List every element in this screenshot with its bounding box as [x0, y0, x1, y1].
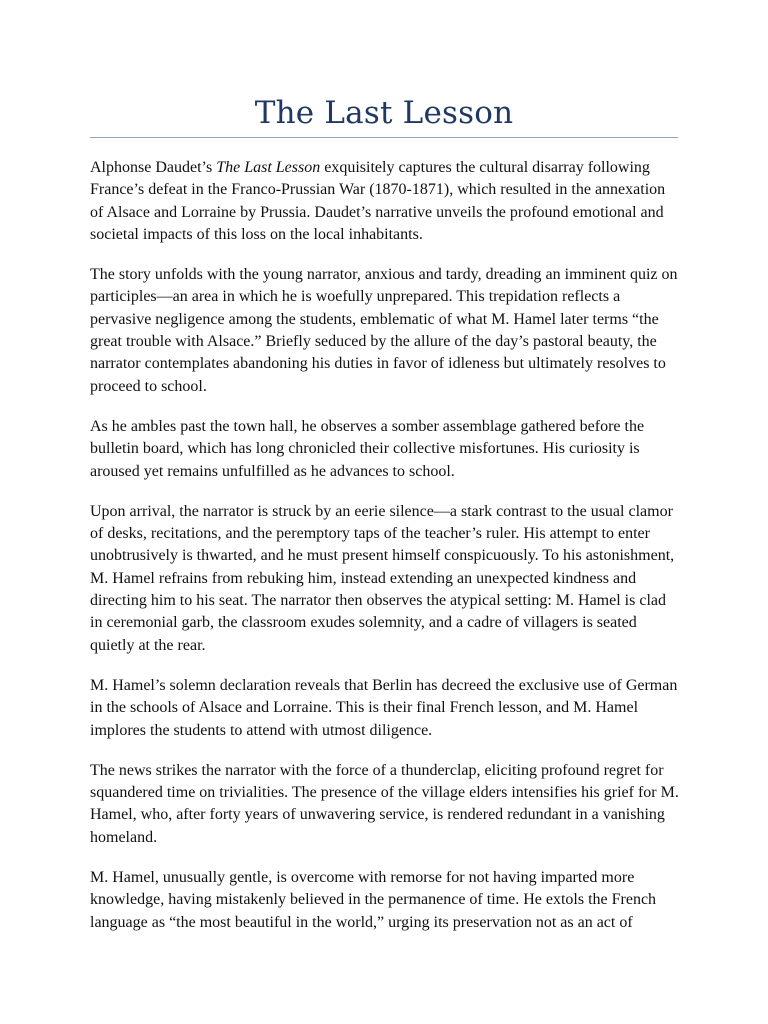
title-divider: [90, 137, 678, 138]
paragraph-7: M. Hamel, unusually gentle, is overcome with remorse for not having imparted more knowledge, having mistakenly believed in the permanence of time. He extols the French language as “the most beautiful in the world,” urging its preservation not as an act of: [90, 869, 657, 931]
work-title: The Last Lesson: [216, 159, 321, 176]
paragraph-5: M. Hamel’s solemn declaration reveals that Berlin has decreed the exclusive use of German in the schools of Alsace and Lorraine. This is their final French lesson, and M. Hamel implores the students to attend with utmost diligence.: [90, 676, 678, 739]
document-body: [90, 157, 682, 952]
paragraph-3: As he ambles past the town hall, he observes a somber assemblage gathered before the bulletin board, which has long chronicled their collective misfortunes. His curiosity is aroused yet remains unfulfilled as he advances to school.: [90, 417, 645, 480]
paragraph-1-rest: exquisitely captures the cultural disarray following France’s defeat in the Franco-Prussian War (1870-1871), which resulted in the annexation of Alsace and Lorraine by Prussia. Daudet’s narrative unveils the profound emotional and societal impacts of this loss on the local inhabitants.: [90, 159, 666, 243]
paragraph-2: The story unfolds with the young narrator, anxious and tardy, dreading an imminent quiz on participles—an area in which he is woefully unprepared. This trepidation reflects a pervasive negligence among the students, emblematic of what M. Hamel later terms “the great trouble with Alsace.” Briefly seduced by the allure of the day’s pastoral beauty, the narrator contemplates abandoning his duties in favor of idleness but ultimately resolves to proceed to school.: [90, 266, 678, 395]
paragraph-1-intro: Alphonse Daudet’s: [90, 159, 217, 176]
paragraph-1: [90, 157, 682, 246]
paragraph-4: Upon arrival, the narrator is struck by an eerie silence—a stark contrast to the usual clamor of desks, recitations, and the peremptory taps of the teacher’s ruler. His attempt to enter unobtrusively is thwarted, and he must present himself conspicuously. To his astonishment, M. Hamel refrains from rebuking him, instead extending an unexpected kindness and directing him to his seat. The narrator then observes the atypical setting: M. Hamel is clad in ceremonial garb, the classroom exudes solemnity, and a cadre of villagers is seated quietly at the rear.: [90, 502, 675, 654]
document-title: The Last Lesson: [254, 95, 514, 131]
paragraph-6: The news strikes the narrator with the force of a thunderclap, eliciting profound regret for squandered time on trivialities. The presence of the village elders intensifies his grief for M. Hamel, who, after forty years of unwavering service, is rendered redundant in a vanishing homeland.: [90, 761, 679, 846]
